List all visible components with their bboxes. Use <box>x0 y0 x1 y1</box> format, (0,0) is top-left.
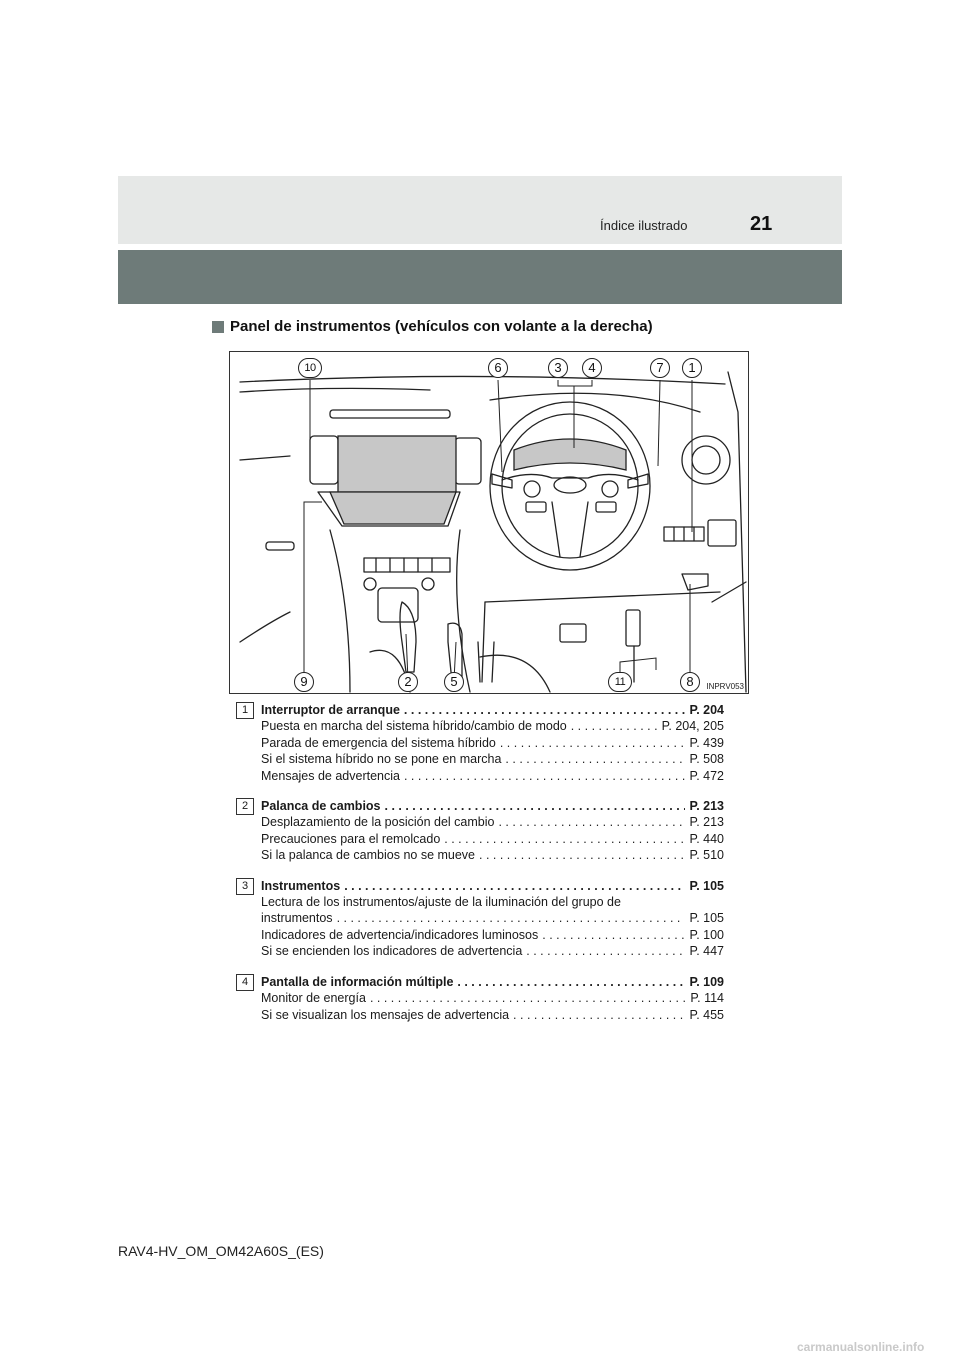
callout-text: 1 <box>688 360 696 375</box>
entry-item[interactable] <box>236 847 724 863</box>
entry-item[interactable] <box>236 814 724 830</box>
item-page: P. 100 <box>689 927 724 942</box>
dot-leader <box>505 751 685 767</box>
callout-9 <box>294 672 314 692</box>
dot-leader <box>498 814 685 830</box>
callout-text: 4 <box>588 360 596 375</box>
callout-text: 2 <box>404 674 412 689</box>
index-entry-2 <box>236 798 724 864</box>
callout-8 <box>680 672 700 692</box>
item-label: Precauciones para el remolcado <box>261 831 441 846</box>
dashboard-drawing <box>230 352 748 693</box>
entry-number: 3 <box>236 878 254 895</box>
item-page: P. 508 <box>689 752 724 767</box>
item-label: Si se encienden los indicadores de advertencia <box>261 944 523 959</box>
dot-leader <box>404 702 686 718</box>
item-label: Parada de emergencia del sistema híbrido <box>261 735 496 750</box>
item-page: P. 440 <box>689 831 724 846</box>
entry-number: 4 <box>236 974 254 991</box>
callout-5 <box>444 672 464 692</box>
callout-1 <box>682 358 702 378</box>
callout-11 <box>608 672 632 692</box>
index-list <box>236 702 724 1037</box>
entry-title: Pantalla de información múltiple <box>261 974 454 989</box>
dot-leader <box>404 768 685 784</box>
entry-title: Instrumentos <box>261 878 341 893</box>
entry-title-row[interactable] <box>236 702 724 718</box>
entry-number: 2 <box>236 798 254 815</box>
index-entry-3 <box>236 878 724 960</box>
item-page: P. 213 <box>689 815 724 830</box>
item-page: P. 447 <box>689 944 724 959</box>
entry-item[interactable] <box>236 831 724 847</box>
dot-leader <box>513 1007 685 1023</box>
header-band <box>118 176 842 244</box>
entry-item[interactable] <box>236 768 724 784</box>
entry-item[interactable] <box>236 735 724 751</box>
entry-item[interactable] <box>236 943 724 959</box>
entry-item[interactable] <box>236 927 724 943</box>
dot-leader <box>385 798 686 814</box>
dot-leader <box>526 943 685 959</box>
callout-text: 9 <box>300 674 308 689</box>
callout-2 <box>398 672 418 692</box>
callout-6 <box>488 358 508 378</box>
item-page: P. 439 <box>689 735 724 750</box>
callout-text: 7 <box>656 360 664 375</box>
item-page: P. 472 <box>689 768 724 783</box>
item-label: Monitor de energía <box>261 991 366 1006</box>
callout-text: 10 <box>304 362 316 374</box>
entry-item[interactable] <box>236 990 724 1006</box>
section-heading <box>212 318 653 335</box>
dot-leader <box>479 847 685 863</box>
entry-item[interactable] <box>236 910 724 926</box>
dot-leader <box>337 910 686 926</box>
callout-text: 5 <box>450 674 458 689</box>
dot-leader <box>542 927 685 943</box>
item-page: P. 455 <box>689 1007 724 1022</box>
entry-title: Interruptor de arranque <box>261 703 400 717</box>
entry-head <box>236 974 724 990</box>
item-label: Si se visualizan los mensajes de advertencia <box>261 1007 510 1022</box>
footer-code: RAV4-HV_OM_OM42A60S_(ES) <box>118 1243 324 1259</box>
entry-page: P. 109 <box>689 974 724 989</box>
watermark: carmanualsonline.info <box>797 1340 925 1354</box>
entry-item[interactable] <box>236 751 724 767</box>
entry-head <box>236 702 724 718</box>
entry-page: P. 213 <box>689 799 724 814</box>
entry-item[interactable] <box>236 894 724 910</box>
entry-head <box>236 878 724 894</box>
item-label: Puesta en marcha del sistema híbrido/cambio de modo <box>261 719 567 734</box>
item-label: Mensajes de advertencia <box>261 768 400 783</box>
section-heading-text: Panel de instrumentos (vehículos con volante a la derecha) <box>230 318 653 335</box>
item-page: P. 510 <box>689 848 724 863</box>
header-bar <box>118 250 842 304</box>
item-label: Si la palanca de cambios no se mueve <box>261 848 476 863</box>
entry-head <box>236 798 724 814</box>
callout-7 <box>650 358 670 378</box>
callout-text: 6 <box>494 360 502 375</box>
callout-3 <box>548 358 568 378</box>
dot-leader <box>344 878 685 894</box>
callout-text: 11 <box>614 676 626 688</box>
callout-text: 3 <box>554 360 562 375</box>
entry-title-row[interactable] <box>236 878 724 894</box>
entry-title-row[interactable] <box>236 974 724 990</box>
entry-page: P. 105 <box>689 878 724 893</box>
dashboard-illustration <box>229 351 749 694</box>
callout-4 <box>582 358 602 378</box>
entry-item[interactable] <box>236 718 724 734</box>
dot-leader <box>370 990 686 1006</box>
dot-leader <box>444 831 685 847</box>
entry-number: 1 <box>236 702 254 719</box>
entry-page: P. 204 <box>689 703 724 717</box>
item-label: instrumentos <box>261 911 333 926</box>
entry-title-row[interactable] <box>236 798 724 814</box>
item-label: Indicadores de advertencia/indicadores luminosos <box>261 927 539 942</box>
callout-10 <box>298 358 322 378</box>
item-label: Lectura de los instrumentos/ajuste de la iluminación del grupo de <box>261 895 621 910</box>
figure-code: INPRV053 <box>706 682 744 691</box>
entry-title: Palanca de cambios <box>261 799 381 814</box>
item-page: P. 105 <box>689 911 724 926</box>
dot-leader <box>500 735 686 751</box>
index-entry-4 <box>236 974 724 1023</box>
heading-square-icon <box>212 321 224 333</box>
dot-leader <box>571 718 658 734</box>
dot-leader <box>457 974 685 990</box>
item-page: P. 204, 205 <box>661 719 724 734</box>
page-number: 21 <box>750 213 773 235</box>
item-label: Desplazamiento de la posición del cambio <box>261 815 495 830</box>
callout-text: 8 <box>686 674 694 689</box>
item-label: Si el sistema híbrido no se pone en marcha <box>261 752 502 767</box>
index-entry-1 <box>236 702 724 784</box>
item-page: P. 114 <box>690 991 724 1006</box>
section-name: Índice ilustrado <box>600 218 688 233</box>
entry-item[interactable] <box>236 1007 724 1023</box>
